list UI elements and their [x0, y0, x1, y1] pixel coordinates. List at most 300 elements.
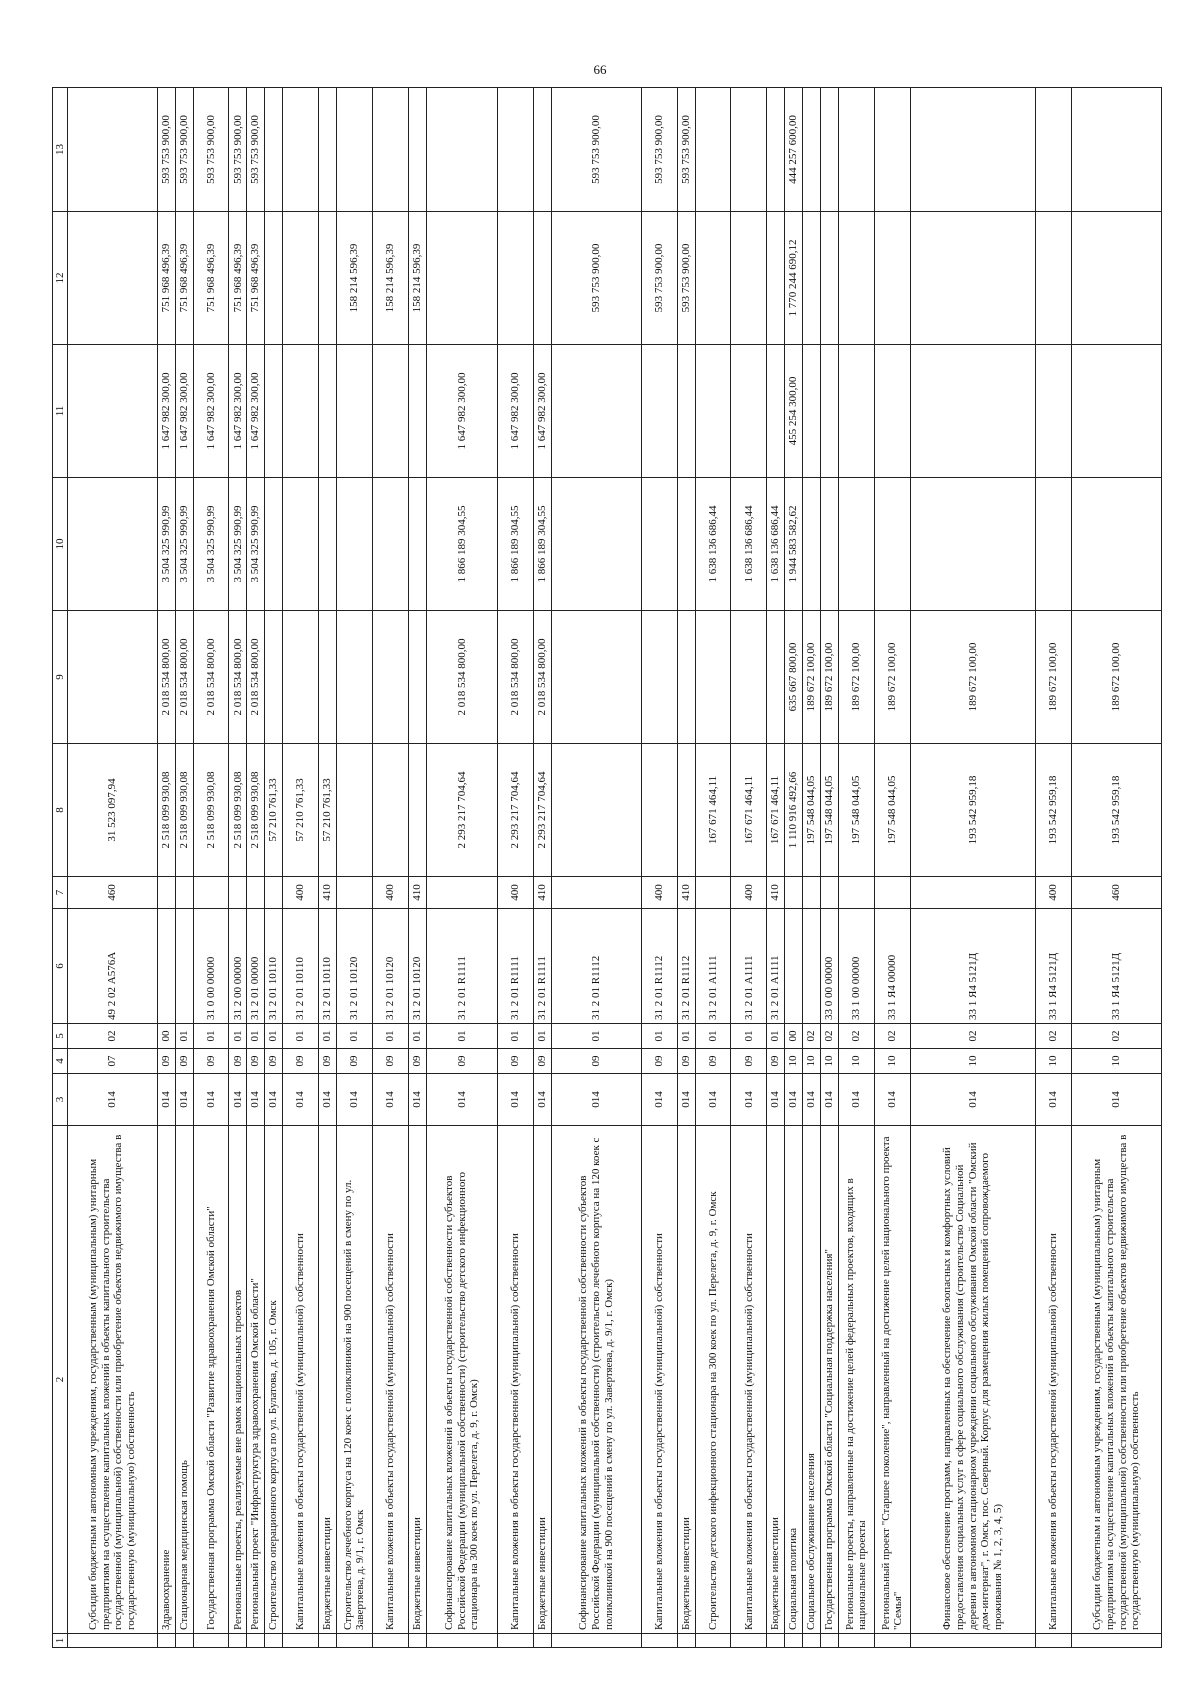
amount-col-8: 2 518 099 930,08	[229, 744, 247, 877]
amount-col-8: 193 542 959,18	[910, 744, 1036, 877]
subsection-code: 01	[319, 1024, 337, 1049]
row-index	[229, 1634, 247, 1648]
amount-col-9	[372, 611, 408, 744]
subsection-code: 01	[426, 1024, 498, 1049]
amount-col-13	[319, 88, 337, 212]
amount-col-9: 2 018 534 800,00	[247, 611, 265, 744]
ministry-code: 014	[319, 1074, 337, 1126]
table-row	[1072, 88, 1162, 1648]
amount-col-10	[283, 478, 319, 611]
subsection-code: 01	[265, 1024, 283, 1049]
rotated-table-wrapper	[52, 88, 1162, 1648]
item-name: Строительство лечебного корпуса на 120 коек с поликлиникой на 900 посещений в смену по ул. Завертяева, д. 9/1, г. Омск	[336, 1126, 372, 1634]
table-row	[408, 88, 426, 1648]
expense-type-code	[803, 877, 821, 909]
amount-col-9	[68, 611, 158, 744]
amount-col-11	[552, 345, 642, 478]
item-name: Социальное обслуживание населения	[803, 1126, 821, 1634]
expense-type-code: 410	[319, 877, 337, 909]
target-article-code: 31 2 01 R1112	[677, 909, 695, 1024]
item-name: Региональный проект "Инфраструктура здравоохранения Омской области"	[247, 1126, 265, 1634]
row-index	[193, 1634, 229, 1648]
amount-col-9: 635 667 800,00	[785, 611, 803, 744]
amount-col-8: 2 518 099 930,08	[247, 744, 265, 877]
amount-col-8: 31 523 097,94	[68, 744, 158, 877]
amount-col-9	[767, 611, 785, 744]
table-row	[175, 88, 193, 1648]
row-index	[68, 1634, 158, 1648]
amount-col-11: 1 647 982 300,00	[157, 345, 175, 478]
amount-col-9	[731, 611, 767, 744]
subsection-code: 01	[336, 1024, 372, 1049]
amount-col-9: 2 018 534 800,00	[498, 611, 534, 744]
row-index	[175, 1634, 193, 1648]
amount-col-9: 189 672 100,00	[803, 611, 821, 744]
section-code: 10	[821, 1049, 839, 1074]
subsection-code: 01	[372, 1024, 408, 1049]
expense-type-code	[910, 877, 1036, 909]
table-row	[874, 88, 910, 1648]
table-row	[677, 88, 695, 1648]
ministry-code: 014	[910, 1074, 1036, 1126]
subsection-code: 01	[641, 1024, 677, 1049]
column-number-4: 4	[53, 1049, 68, 1074]
amount-col-11	[874, 345, 910, 478]
column-number-row	[53, 88, 68, 1648]
amount-col-12	[265, 212, 283, 345]
amount-col-10: 1 638 136 686,44	[731, 478, 767, 611]
table-row	[838, 88, 874, 1648]
row-index	[408, 1634, 426, 1648]
amount-col-10: 1 638 136 686,44	[695, 478, 731, 611]
expense-type-code: 410	[677, 877, 695, 909]
amount-col-12	[838, 212, 874, 345]
amount-col-12	[498, 212, 534, 345]
table-row	[695, 88, 731, 1648]
ministry-code: 014	[731, 1074, 767, 1126]
amount-col-9	[408, 611, 426, 744]
ministry-code: 014	[785, 1074, 803, 1126]
section-code: 10	[785, 1049, 803, 1074]
target-article-code	[785, 909, 803, 1024]
table-row	[767, 88, 785, 1648]
item-name: Бюджетные инвестиции	[677, 1126, 695, 1634]
amount-col-11: 1 647 982 300,00	[247, 345, 265, 478]
table-row	[1036, 88, 1072, 1648]
table-row	[498, 88, 534, 1648]
row-index	[336, 1634, 372, 1648]
section-code: 09	[426, 1049, 498, 1074]
item-name: Капитальные вложения в объекты государственной (муниципальной) собственности	[1036, 1126, 1072, 1634]
subsection-code: 01	[247, 1024, 265, 1049]
target-article-code: 31 2 01 00000	[247, 909, 265, 1024]
expense-type-code	[552, 877, 642, 909]
amount-col-13	[68, 88, 158, 212]
expense-type-code	[265, 877, 283, 909]
expense-type-code	[874, 877, 910, 909]
section-code: 09	[175, 1049, 193, 1074]
ministry-code: 014	[229, 1074, 247, 1126]
column-number-2: 2	[53, 1126, 68, 1634]
subsection-code: 02	[821, 1024, 839, 1049]
amount-col-11: 1 647 982 300,00	[193, 345, 229, 478]
expense-type-code: 400	[498, 877, 534, 909]
target-article-code: 31 2 01 10120	[408, 909, 426, 1024]
amount-col-8: 167 671 464,11	[731, 744, 767, 877]
target-article-code: 31 2 01 10120	[336, 909, 372, 1024]
section-code: 09	[157, 1049, 175, 1074]
row-index	[426, 1634, 498, 1648]
amount-col-8: 197 548 044,05	[874, 744, 910, 877]
subsection-code: 01	[695, 1024, 731, 1049]
amount-col-11	[641, 345, 677, 478]
item-name: Финансовое обеспечение программ, направленных на обеспечение безопасных и комфортных условий предоставления социальных услуг в сфере социального обслуживания (строительство Социальной деревни в автономном стационарном учреждении социального обслуживания Омской области "Омский дом-интернат", г. Омск, пос. Северный. Корпус для размещения жилых помещений сопровождаемого проживания № 1, 2, 3, 4, 5)	[910, 1126, 1036, 1634]
table-row	[283, 88, 319, 1648]
expense-type-code: 400	[1036, 877, 1072, 909]
amount-col-10	[910, 478, 1036, 611]
amount-col-13	[803, 88, 821, 212]
item-name: Бюджетные инвестиции	[319, 1126, 337, 1634]
amount-col-12	[283, 212, 319, 345]
amount-col-13: 593 753 900,00	[677, 88, 695, 212]
amount-col-8: 193 542 959,18	[1072, 744, 1162, 877]
ministry-code: 014	[695, 1074, 731, 1126]
item-name: Государственная программа Омской области "Социальная поддержка населения"	[821, 1126, 839, 1634]
amount-col-12: 593 753 900,00	[677, 212, 695, 345]
amount-col-9	[319, 611, 337, 744]
amount-col-8: 57 210 761,33	[265, 744, 283, 877]
row-index	[265, 1634, 283, 1648]
target-article-code: 31 2 00 00000	[229, 909, 247, 1024]
amount-col-10: 1 866 189 304,55	[498, 478, 534, 611]
row-index	[677, 1634, 695, 1648]
table-row	[641, 88, 677, 1648]
amount-col-8: 2 518 099 930,08	[193, 744, 229, 877]
amount-col-13	[426, 88, 498, 212]
item-name: Капитальные вложения в объекты государственной (муниципальной) собственности	[283, 1126, 319, 1634]
expense-type-code: 410	[408, 877, 426, 909]
amount-col-11	[838, 345, 874, 478]
amount-col-9	[552, 611, 642, 744]
subsection-code: 01	[731, 1024, 767, 1049]
target-article-code: 33 1 Я4 5121Д	[1072, 909, 1162, 1024]
amount-col-11	[910, 345, 1036, 478]
item-name: Софинансирование капитальных вложений в объекты государственной собственности субъектов Российской Федерации (муниципальной собственности) (строительство лечебного корпуса на 120 коек с поликлиникой на 900 посещений в смену по ул. Завертяева, д. 9/1, г. Омск)	[552, 1126, 642, 1634]
amount-col-13	[265, 88, 283, 212]
amount-col-8: 2 293 217 704,64	[534, 744, 552, 877]
table-row	[426, 88, 498, 1648]
amount-col-11	[283, 345, 319, 478]
expense-type-code	[695, 877, 731, 909]
amount-col-11	[731, 345, 767, 478]
row-index	[838, 1634, 874, 1648]
amount-col-10	[336, 478, 372, 611]
amount-col-12	[426, 212, 498, 345]
subsection-code: 02	[803, 1024, 821, 1049]
ministry-code: 014	[874, 1074, 910, 1126]
target-article-code: 31 2 01 10110	[319, 909, 337, 1024]
section-code: 10	[1072, 1049, 1162, 1074]
amount-col-8	[372, 744, 408, 877]
amount-col-9: 189 672 100,00	[821, 611, 839, 744]
expense-type-code: 400	[283, 877, 319, 909]
item-name: Региональные проекты, направленные на достижение целей федеральных проектов, входящих в национальные проекты	[838, 1126, 874, 1634]
amount-col-11	[1036, 345, 1072, 478]
amount-col-12: 751 968 496,39	[247, 212, 265, 345]
item-name: Субсидии бюджетным и автономным учреждениям, государственным (муниципальным) унитарным предприятиям на осуществление капитальных вложений в объекты капитального строительства государственной (муниципальной) собственности или приобретение объектов недвижимого имущества в государственную (муниципальную) собственность	[68, 1126, 158, 1634]
amount-col-11: 1 647 982 300,00	[534, 345, 552, 478]
section-code: 09	[193, 1049, 229, 1074]
amount-col-12: 751 968 496,39	[229, 212, 247, 345]
section-code: 10	[874, 1049, 910, 1074]
ministry-code: 014	[283, 1074, 319, 1126]
amount-col-12: 751 968 496,39	[175, 212, 193, 345]
amount-col-12: 158 214 596,39	[372, 212, 408, 345]
section-code: 09	[372, 1049, 408, 1074]
amount-col-8	[552, 744, 642, 877]
amount-col-10	[838, 478, 874, 611]
amount-col-10	[68, 478, 158, 611]
target-article-code: 31 2 01 10110	[265, 909, 283, 1024]
ministry-code: 014	[193, 1074, 229, 1126]
amount-col-13	[336, 88, 372, 212]
section-code: 09	[498, 1049, 534, 1074]
amount-col-8: 167 671 464,11	[767, 744, 785, 877]
table-row	[319, 88, 337, 1648]
amount-col-13	[1036, 88, 1072, 212]
ministry-code: 014	[247, 1074, 265, 1126]
section-code: 10	[910, 1049, 1036, 1074]
amount-col-9: 189 672 100,00	[1036, 611, 1072, 744]
ministry-code: 014	[498, 1074, 534, 1126]
section-code: 09	[731, 1049, 767, 1074]
item-name: Капитальные вложения в объекты государственной (муниципальной) собственности	[372, 1126, 408, 1634]
table-row	[247, 88, 265, 1648]
amount-col-10	[552, 478, 642, 611]
table-row	[157, 88, 175, 1648]
row-index	[641, 1634, 677, 1648]
expense-type-code: 400	[641, 877, 677, 909]
target-article-code: 31 0 00 00000	[193, 909, 229, 1024]
amount-col-12	[803, 212, 821, 345]
amount-col-13	[498, 88, 534, 212]
table-row	[534, 88, 552, 1648]
amount-col-10	[677, 478, 695, 611]
row-index	[534, 1634, 552, 1648]
expense-type-code: 400	[372, 877, 408, 909]
amount-col-12	[1036, 212, 1072, 345]
amount-col-13	[838, 88, 874, 212]
amount-col-8	[336, 744, 372, 877]
target-article-code: 33 0 00 00000	[821, 909, 839, 1024]
row-index	[283, 1634, 319, 1648]
amount-col-11	[372, 345, 408, 478]
amount-col-8: 2 518 099 930,08	[175, 744, 193, 877]
row-index	[1072, 1634, 1162, 1648]
amount-col-13	[1072, 88, 1162, 212]
subsection-code: 02	[1072, 1024, 1162, 1049]
ministry-code: 014	[157, 1074, 175, 1126]
row-index	[1036, 1634, 1072, 1648]
row-index	[247, 1634, 265, 1648]
target-article-code: 31 2 01 10120	[372, 909, 408, 1024]
amount-col-11: 1 647 982 300,00	[229, 345, 247, 478]
amount-col-11	[803, 345, 821, 478]
amount-col-10: 3 504 325 990,99	[229, 478, 247, 611]
target-article-code: 33 1 Я4 5121Д	[1036, 909, 1072, 1024]
subsection-code: 02	[910, 1024, 1036, 1049]
amount-col-12	[319, 212, 337, 345]
amount-col-13: 593 753 900,00	[552, 88, 642, 212]
amount-col-11	[821, 345, 839, 478]
subsection-code: 02	[838, 1024, 874, 1049]
amount-col-9: 189 672 100,00	[838, 611, 874, 744]
amount-col-8: 167 671 464,11	[695, 744, 731, 877]
row-index	[695, 1634, 731, 1648]
section-code: 09	[319, 1049, 337, 1074]
amount-col-9	[641, 611, 677, 744]
amount-col-13: 593 753 900,00	[641, 88, 677, 212]
amount-col-10: 3 504 325 990,99	[247, 478, 265, 611]
table-row	[910, 88, 1036, 1648]
ministry-code: 014	[838, 1074, 874, 1126]
amount-col-11	[319, 345, 337, 478]
row-index	[157, 1634, 175, 1648]
section-code: 09	[247, 1049, 265, 1074]
amount-col-9: 2 018 534 800,00	[193, 611, 229, 744]
target-article-code: 31 2 01 R1111	[534, 909, 552, 1024]
item-name: Государственная программа Омской области "Развитие здравоохранения Омской области"	[193, 1126, 229, 1634]
expense-type-code	[426, 877, 498, 909]
amount-col-10	[372, 478, 408, 611]
amount-col-10: 3 504 325 990,99	[175, 478, 193, 611]
row-index	[874, 1634, 910, 1648]
ministry-code: 014	[426, 1074, 498, 1126]
item-name: Бюджетные инвестиции	[767, 1126, 785, 1634]
page-number: 66	[593, 62, 607, 77]
row-index	[731, 1634, 767, 1648]
column-number-8: 8	[53, 744, 68, 877]
amount-col-11	[408, 345, 426, 478]
table-row	[731, 88, 767, 1648]
row-index	[803, 1634, 821, 1648]
column-number-7: 7	[53, 877, 68, 909]
subsection-code: 01	[408, 1024, 426, 1049]
amount-col-10: 3 504 325 990,99	[157, 478, 175, 611]
amount-col-11	[336, 345, 372, 478]
amount-col-11: 1 647 982 300,00	[498, 345, 534, 478]
target-article-code: 33 1 00 00000	[838, 909, 874, 1024]
amount-col-12: 751 968 496,39	[193, 212, 229, 345]
amount-col-8: 197 548 044,05	[838, 744, 874, 877]
amount-col-8: 197 548 044,05	[803, 744, 821, 877]
ministry-code: 014	[372, 1074, 408, 1126]
amount-col-12	[821, 212, 839, 345]
column-number-13: 13	[53, 88, 68, 212]
amount-col-13: 593 753 900,00	[247, 88, 265, 212]
amount-col-13	[767, 88, 785, 212]
amount-col-8: 57 210 761,33	[283, 744, 319, 877]
amount-col-11	[767, 345, 785, 478]
ministry-code: 014	[803, 1074, 821, 1126]
amount-col-9: 2 018 534 800,00	[157, 611, 175, 744]
amount-col-10	[319, 478, 337, 611]
amount-col-10	[874, 478, 910, 611]
amount-col-13	[731, 88, 767, 212]
table-row	[803, 88, 821, 1648]
target-article-code: 49 2 02 А576А	[68, 909, 158, 1024]
table-row	[785, 88, 803, 1648]
subsection-code: 00	[157, 1024, 175, 1049]
amount-col-10	[408, 478, 426, 611]
expense-type-code: 460	[1072, 877, 1162, 909]
expense-type-code	[175, 877, 193, 909]
amount-col-11	[265, 345, 283, 478]
column-number-9: 9	[53, 611, 68, 744]
subsection-code: 01	[175, 1024, 193, 1049]
target-article-code: 31 2 01 R1112	[641, 909, 677, 1024]
subsection-code: 02	[68, 1024, 158, 1049]
subsection-code: 02	[874, 1024, 910, 1049]
column-number-10: 10	[53, 478, 68, 611]
subsection-code: 01	[534, 1024, 552, 1049]
amount-col-12	[695, 212, 731, 345]
amount-col-13	[910, 88, 1036, 212]
amount-col-9: 2 018 534 800,00	[175, 611, 193, 744]
subsection-code: 01	[498, 1024, 534, 1049]
amount-col-12	[731, 212, 767, 345]
expense-type-code: 460	[68, 877, 158, 909]
table-row	[68, 88, 158, 1648]
amount-col-13	[821, 88, 839, 212]
table-row	[229, 88, 247, 1648]
target-article-code: 31 2 01 R1111	[426, 909, 498, 1024]
amount-col-8	[677, 744, 695, 877]
amount-col-13	[534, 88, 552, 212]
ministry-code: 014	[408, 1074, 426, 1126]
column-number-12: 12	[53, 212, 68, 345]
amount-col-8: 197 548 044,05	[821, 744, 839, 877]
ministry-code: 014	[1036, 1074, 1072, 1126]
amount-col-9: 189 672 100,00	[910, 611, 1036, 744]
amount-col-12: 158 214 596,39	[408, 212, 426, 345]
amount-col-10: 1 866 189 304,55	[426, 478, 498, 611]
table-row	[821, 88, 839, 1648]
subsection-code: 02	[1036, 1024, 1072, 1049]
amount-col-9	[283, 611, 319, 744]
table-row	[372, 88, 408, 1648]
expense-type-code	[821, 877, 839, 909]
row-index	[372, 1634, 408, 1648]
amount-col-13: 593 753 900,00	[157, 88, 175, 212]
expense-type-code	[336, 877, 372, 909]
ministry-code: 014	[1072, 1074, 1162, 1126]
target-article-code	[175, 909, 193, 1024]
subsection-code: 01	[552, 1024, 642, 1049]
section-code: 09	[552, 1049, 642, 1074]
ministry-code: 014	[767, 1074, 785, 1126]
item-name: Региональный проект "Старшее поколение", направленный на достижение целей национального проекта "Семья"	[874, 1126, 910, 1634]
amount-col-9: 2 018 534 800,00	[534, 611, 552, 744]
amount-col-10	[1036, 478, 1072, 611]
budget-table	[52, 87, 1162, 1648]
ministry-code: 014	[175, 1074, 193, 1126]
target-article-code: 31 2 01 10110	[283, 909, 319, 1024]
amount-col-12	[874, 212, 910, 345]
table-row	[552, 88, 642, 1648]
amount-col-11: 1 647 982 300,00	[426, 345, 498, 478]
section-code: 07	[68, 1049, 158, 1074]
